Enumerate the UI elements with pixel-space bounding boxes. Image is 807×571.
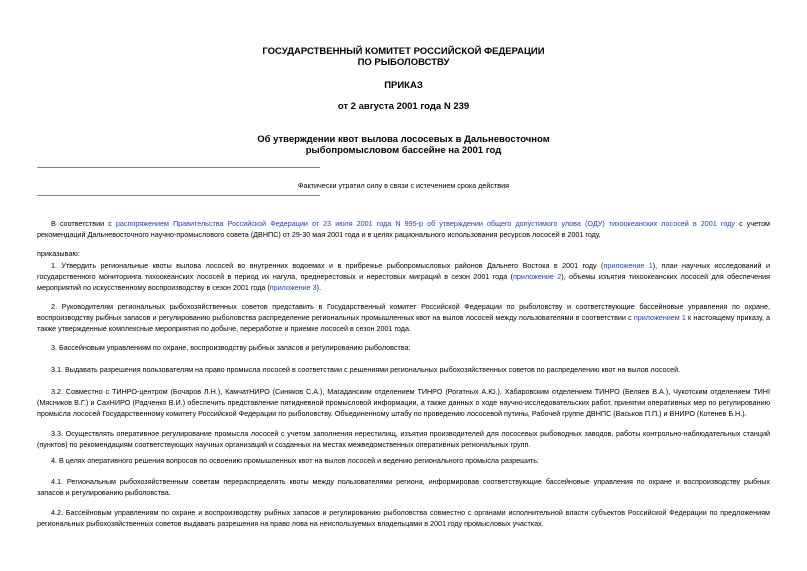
item-2-line3: также утвержденные комплексные мероприятия по добыче, переработке и приемке лососей в сезон 2001 года. (37, 323, 411, 333)
item-3-2-line3: промысла лососей Государственному комитету Российской Федерации по рыболовству. Объединенному штабу по проведению лососевой путины, Рабочей группе ДВНПС (Васьков П.П.) и ВНИРО (Котенев Б.Н.). (37, 408, 747, 418)
top-divider (37, 167, 320, 168)
document-date-number: от 2 августа 2001 года N 239 (337, 101, 470, 112)
appendix-2-link[interactable]: приложение 2 (512, 271, 562, 281)
preamble-text: с учетом (734, 219, 771, 228)
item-3-2-paragraph (37, 387, 770, 419)
item-4-1-line2: запасов и регулированию рыболовства. (37, 487, 171, 497)
item-4-1-paragraph (37, 477, 770, 499)
document-type: ПРИКАЗ (384, 80, 423, 91)
item-3-3-line1: 3.3. Осуществлять оперативное регулирование промысла лососей с учетом заполнения нерестилищ, изъятия производителей для лососевых рыбоводных заводов, работы контрольно-наблюдательных станций (51, 429, 770, 438)
item-text: ). (316, 282, 322, 292)
preamble-line2: рекомендаций Дальневосточного научно-промыслового совета (ДВНПС) от 29-30 мая 2001 года и в целях рационального использования ресурсов лососей в 2001 году, (37, 229, 601, 239)
item-1-line2 (37, 272, 770, 283)
issuing-authority-line2: ПО РЫБОЛОВСТВУ (357, 57, 450, 68)
item-text: 1. Утвердить региональные квоты вылова лососей во внутренних водоемах и в прибрежье рыбопромысловых районов Дальнего Востока в 2001 году ( (51, 261, 604, 270)
document-title-line1: Об утверждении квот вылова лососевых в Дальневосточном (257, 134, 550, 145)
item-text: ), план научных исследований и (652, 261, 770, 270)
issuing-authority-line1: ГОСУДАРСТВЕННЫЙ КОМИТЕТ РОССИЙСКОЙ ФЕДЕРАЦИИ (262, 46, 545, 57)
item-text: мероприятий по искусственному воспроизводству в сезон 2001 года ( (37, 282, 270, 292)
item-3-3-paragraph (37, 429, 770, 451)
item-4: 4. В целях оперативного решения вопросов по освоению промышленных квот на вылов лососей и ведению регионального промысла разрешить: (51, 456, 539, 465)
orders-label: приказываю: (37, 249, 80, 258)
item-4-2-line2: региональных рыбохозяйственных советов выдавать разрешения на право лова на неиспользуемых владельцами в 2001 году промысловых участках. (37, 518, 544, 528)
item-text: к настоящему приказу, а (685, 312, 770, 322)
item-3-2-line2: (Мясников В.Г.) и СахНИРО (Радченко В.И.) обеспечить представление пятидневной промысловой информации, а также данных о ходе научно-исследовательских работ, принятии оперативных мер по регулированию (37, 397, 770, 407)
preamble-line1 (37, 219, 770, 230)
item-3-2-line1: 3.2. Совместно с ТИНРО-центром (Бочаров Л.Н.), КамчатНИРО (Синяков С.А.), Магаданским отделением ТИНРО (Рогатных А.Ю.), Хабаровским отделением ТИНРО (Беляев В.А.), Чукотским отделением ТИНІ (51, 387, 770, 396)
item-1-line3 (37, 283, 770, 294)
appendix-1-link[interactable]: приложение 1 (603, 261, 653, 270)
appendix-3-link[interactable]: приложение 3 (269, 282, 317, 292)
item-4-1-line1: 4.1. Региональным рыбохозяйственным советам перераспределять квоты между пользователями региона, информировав соответствующие бассейновые управления по охране и воспроизводству рыбных (51, 477, 770, 486)
document-title-line2: рыбопромысловом бассейне на 2001 год (305, 145, 502, 156)
status-note: Фактически утратил силу в связи с истечением срока действия (298, 181, 509, 190)
decree-link[interactable]: распоряжением Правительства Российской Федерации от 23 июля 2001 года N 995-р об утверждении общего допустимого улова (ОДУ) тихоокеанских лососей в 2001 году (115, 219, 735, 228)
item-3-3-line2: (пунктов) по рекомендациям соответствующих научных организаций и созданных на местах межведомственных оперативных региональных групп. (37, 439, 531, 449)
item-2-line1: 2. Руководителям региональных рыбохозяйственных советов представить в Государственный комитет Российской Федерации по рыболовству и соответствующие бассейновые управления по охране, (51, 302, 770, 311)
item-3: 3. Бассейновым управлениям по охране, воспроизводству рыбных запасов и регулированию рыболовства: (51, 343, 411, 352)
item-4-2-paragraph (37, 508, 770, 530)
appendix-1-ref-link[interactable]: приложением 1 (633, 312, 686, 322)
preamble-text: В соответствии с (51, 219, 116, 228)
item-2-paragraph (37, 302, 770, 334)
item-3-1: 3.1. Выдавать разрешения пользователям на право промысла лососей в соответствии с решениями региональных рыбохозяйственных советов по распределению квот на вылов лососей. (51, 365, 681, 374)
item-text: государственного мониторинга тихоокеанских лососей в период их нагула, преднерестовых и нерестовых миграций в сезон 2001 года ( (37, 271, 513, 281)
item-text: ), объемы изъятия тихоокеанских лососей для обеспечения (561, 271, 770, 281)
preamble-paragraph (37, 219, 770, 241)
item-2-line2 (37, 313, 770, 324)
item-text: воспроизводству рыбных запасов и регулированию рыболовства распределение региональных промышленных квот на вылов лососей между пользователями в соответствии с (37, 312, 634, 322)
item-1-paragraph (37, 261, 770, 293)
item-4-2-line1: 4.2. Бассейновым управлениям по охране и воспроизводству рыбных запасов и регулированию рыболовства совместно с органами исполнительной власти субъектов Российской Федерации по предложениям (51, 508, 770, 517)
item-1-line1 (37, 261, 770, 272)
bottom-divider (37, 195, 320, 196)
